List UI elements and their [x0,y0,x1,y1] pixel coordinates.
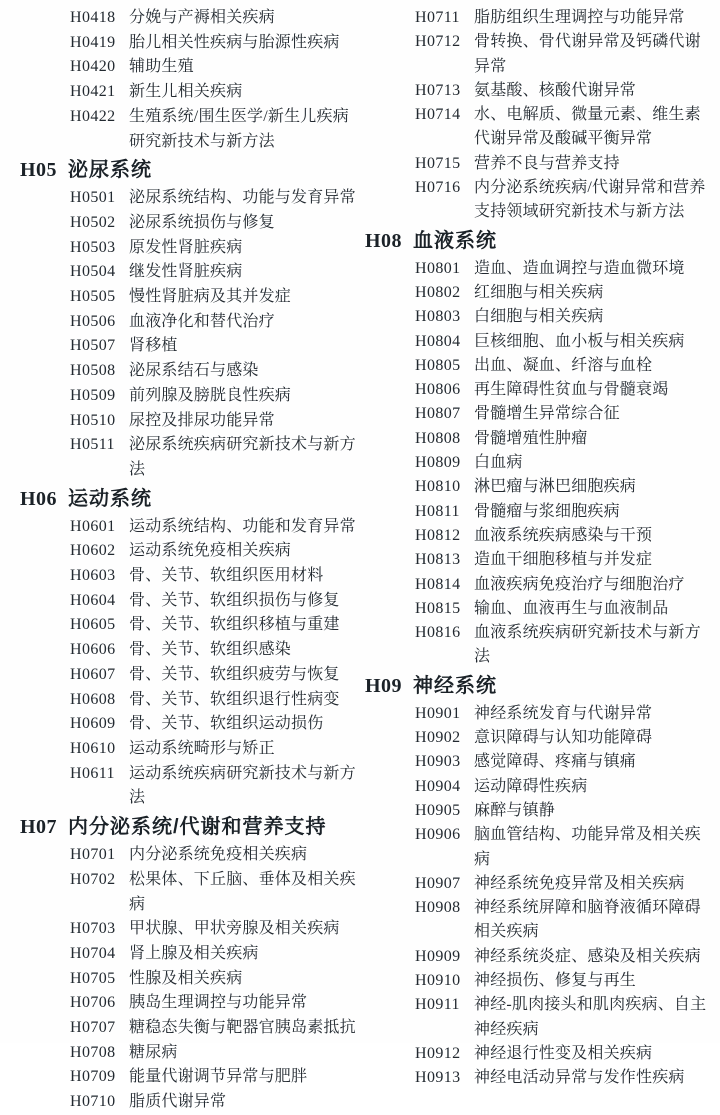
code-item-row [365,103,714,152]
code-item-row [365,872,714,896]
item-description: 骨、关节、软组织疲劳与恢复 [129,665,340,683]
item-code: H0803 [415,308,461,326]
item-code: H0603 [70,567,116,585]
code-item-row [20,1065,365,1090]
code-item-row [365,823,714,872]
section-header-h08 [365,228,714,254]
item-description: 神经损伤、修复与再生 [474,971,637,989]
item-description: 造血、造血调控与造血微环境 [474,259,685,277]
item-code: H0902 [415,729,461,747]
item-code: H0421 [70,83,116,101]
code-item-row [20,211,365,236]
item-description: 骨转换、骨代谢异常及钙磷代谢异常 [474,33,701,75]
code-item-row [20,737,365,762]
code-item-row [20,1090,365,1115]
code-item-row [365,281,714,305]
section-title: 泌尿系统 [68,159,152,182]
item-description: 白血病 [474,454,523,472]
code-item-row [365,799,714,823]
item-code: H0609 [70,715,116,733]
code-item-row [365,896,714,945]
item-description: 运动系统免疫相关疾病 [129,542,292,560]
code-item-row [20,285,365,310]
item-description: 分娩与产褥相关疾病 [129,9,275,26]
item-code: H0801 [415,259,461,277]
code-item-row [365,621,714,670]
item-description: 脂肪组织生理调控与功能异常 [474,9,685,26]
section-code: H09 [365,674,403,697]
item-code: H0807 [415,405,461,423]
code-item-row [20,359,365,384]
item-code: H0815 [415,599,461,617]
item-description: 红细胞与相关疾病 [474,283,604,301]
code-item-row [365,30,714,79]
code-item-row [20,1041,365,1066]
item-description: 甲状腺、甲状旁腺及相关疾病 [129,920,340,938]
code-item-row [20,843,365,868]
item-description: 输血、血液再生与血液制品 [474,599,669,617]
code-item-row [365,354,714,378]
item-code: H0503 [70,238,116,256]
code-item-row [20,564,365,589]
code-item-row [365,775,714,799]
item-code: H0809 [415,454,461,472]
item-description: 造血干细胞移植与并发症 [474,551,653,569]
section-code: H08 [365,229,403,252]
item-code: H0707 [70,1019,116,1037]
item-code: H0504 [70,263,116,281]
item-code: H0702 [70,870,116,888]
code-item-row [365,993,714,1042]
code-item-row [365,427,714,451]
item-description: 性腺及相关疾病 [129,969,243,987]
item-code: H0804 [415,332,461,350]
item-description: 骨髓瘤与浆细胞疾病 [474,502,620,520]
item-description: 再生障碍性贫血与骨髓衰竭 [474,381,669,399]
item-description: 运动系统疾病研究新技术与新方法 [129,764,356,807]
item-code: H0806 [415,381,461,399]
item-description: 脑血管结构、功能异常及相关疾病 [474,826,701,868]
section-title: 运动系统 [68,487,152,510]
item-code: H0701 [70,846,116,864]
item-description: 原发性肾脏疾病 [129,238,243,256]
code-item-row [365,305,714,329]
item-description: 能量代谢调节异常与肥胖 [129,1068,308,1086]
code-item-row [365,257,714,281]
code-item-row [20,967,365,992]
code-item-row [20,638,365,663]
code-item-row [365,597,714,621]
code-item-row [20,384,365,409]
code-item-row [20,942,365,967]
item-description: 肾移植 [129,337,178,355]
code-item-row [20,433,365,482]
code-item-row [365,750,714,774]
item-description: 血液净化和替代治疗 [129,312,275,330]
code-item-row [20,310,365,335]
item-code: H0605 [70,616,116,634]
code-item-row [20,55,365,80]
code-item-row [20,260,365,285]
code-item-row [20,991,365,1016]
item-description: 慢性肾脏病及其并发症 [129,288,292,306]
item-description: 前列腺及膀胱良性疾病 [129,386,292,404]
item-code: H0904 [415,777,461,795]
item-code: H0706 [70,994,116,1012]
code-item-row [20,31,365,56]
item-description: 感觉障碍、疼痛与镇痛 [474,753,637,771]
code-item-row [365,573,714,597]
code-item-row [20,539,365,564]
code-item-row [20,613,365,638]
item-code: H0509 [70,386,116,404]
item-description: 麻醉与镇静 [474,801,556,819]
item-description: 内分泌系统疾病/代谢异常和营养支持领域研究新技术与新方法 [474,179,706,221]
item-code: H0420 [70,58,116,76]
item-description: 糖稳态失衡与靶器官胰岛素抵抗 [129,1019,356,1037]
item-description: 泌尿系结石与感染 [129,362,259,380]
item-description: 神经系统炎症、感染及相关疾病 [474,947,701,965]
item-description: 神经退行性变及相关疾病 [474,1044,653,1062]
item-description: 脂质代谢异常 [129,1093,227,1111]
item-description: 尿控及排尿功能异常 [129,411,275,429]
code-item-row [365,524,714,548]
code-item-row [20,589,365,614]
code-item-row [20,80,365,105]
section-title: 血液系统 [413,229,497,252]
item-code: H0508 [70,362,116,380]
code-item-row [20,762,365,811]
item-description: 继发性肾脏疾病 [129,263,243,281]
item-code: H0802 [415,283,461,301]
code-item-row [365,330,714,354]
item-description: 神经系统屏障和脑脊液循环障碍相关疾病 [474,899,701,941]
item-code: H0814 [415,575,461,593]
code-item-row [365,475,714,499]
code-item-row [20,334,365,359]
item-code: H0816 [415,624,461,642]
item-description: 血液疾病免疫治疗与细胞治疗 [474,575,685,593]
item-code: H0703 [70,920,116,938]
code-item-row [20,409,365,434]
item-description: 血液系统疾病感染与干预 [474,526,653,544]
section-header-h07 [20,814,365,840]
item-description: 糖尿病 [129,1043,178,1061]
code-item-row [20,236,365,261]
item-code: H0812 [415,526,461,544]
item-code: H0905 [415,801,461,819]
item-code: H0418 [70,9,116,26]
item-code: H0610 [70,739,116,757]
item-description: 水、电解质、微量元素、维生素代谢异常及酸碱平衡异常 [474,106,701,148]
item-description: 运动系统畸形与矫正 [129,739,275,757]
item-code: H0608 [70,690,116,708]
item-code: H0908 [415,899,461,917]
item-code: H0611 [70,764,115,782]
item-code: H0422 [70,107,116,125]
code-item-row [365,6,714,30]
item-description: 胰岛生理调控与功能异常 [129,994,308,1012]
item-description: 白细胞与相关疾病 [474,308,604,326]
item-description: 营养不良与营养支持 [474,154,620,172]
code-item-row [365,702,714,726]
item-code: H0805 [415,356,461,374]
item-code: H0811 [415,502,460,520]
column-right [365,6,714,1087]
section-title: 内分泌系统/代谢和营养支持 [68,816,327,839]
section-code: H06 [20,487,58,510]
code-item-row [20,868,365,917]
code-item-row [20,186,365,211]
item-code: H0912 [415,1044,461,1062]
item-description: 骨髓增殖性肿瘤 [474,429,588,447]
item-description: 生殖系统/围生医学/新生儿疾病研究新技术与新方法 [129,107,349,150]
item-code: H0716 [415,179,461,197]
item-code: H0909 [415,947,461,965]
item-code: H0604 [70,591,116,609]
code-item-row [365,969,714,993]
item-code: H0911 [415,996,460,1014]
item-description: 巨核细胞、血小板与相关疾病 [474,332,685,350]
item-code: H0502 [70,213,116,231]
item-description: 泌尿系统损伤与修复 [129,213,275,231]
item-code: H0901 [415,704,461,722]
item-description: 骨髓增生异常综合征 [474,405,620,423]
item-description: 骨、关节、软组织感染 [129,641,292,659]
item-code: H0714 [415,106,461,124]
code-item-row [365,378,714,402]
item-code: H0910 [415,971,461,989]
item-description: 运动系统结构、功能和发育异常 [129,517,356,535]
item-code: H0713 [415,81,461,99]
item-code: H0607 [70,665,116,683]
item-code: H0419 [70,33,116,51]
item-description: 辅助生殖 [129,58,194,76]
item-code: H0601 [70,517,116,535]
section-header-h09 [365,673,714,699]
item-code: H0710 [70,1093,116,1111]
item-description: 骨、关节、软组织损伤与修复 [129,591,340,609]
item-description: 神经系统免疫异常及相关疾病 [474,874,685,892]
code-item-row [20,917,365,942]
item-description: 神经电活动异常与发作性疾病 [474,1069,685,1087]
item-description: 肾上腺及相关疾病 [129,944,259,962]
item-description: 松果体、下丘脑、垂体及相关疾病 [129,870,356,913]
item-description: 内分泌系统免疫相关疾病 [129,846,308,864]
item-description: 新生儿相关疾病 [129,83,243,101]
code-item-row [20,6,365,31]
item-description: 骨、关节、软组织退行性病变 [129,690,340,708]
item-description: 骨、关节、软组织运动损伤 [129,715,324,733]
item-code: H0907 [415,874,461,892]
item-description: 骨、关节、软组织医用材料 [129,567,324,585]
item-description: 血液系统疾病研究新技术与新方法 [474,624,701,666]
code-item-row [365,152,714,176]
item-code: H0808 [415,429,461,447]
section-code: H05 [20,159,58,182]
item-code: H0602 [70,542,116,560]
section-header-h05 [20,157,365,183]
item-code: H0903 [415,753,461,771]
item-code: H0913 [415,1069,461,1087]
item-code: H0705 [70,969,116,987]
section-title: 神经系统 [413,674,497,697]
item-code: H0505 [70,288,116,306]
item-description: 出血、凝血、纤溶与血栓 [474,356,653,374]
code-item-row [365,548,714,572]
code-item-row [20,515,365,540]
item-description: 淋巴瘤与淋巴细胞疾病 [474,478,637,496]
code-item-row [365,79,714,103]
item-code: H0606 [70,641,116,659]
code-item-row [365,451,714,475]
code-item-row [365,176,714,225]
item-code: H0708 [70,1043,116,1061]
item-code: H0704 [70,944,116,962]
section-header-h06 [20,486,365,512]
code-item-row [20,688,365,713]
code-item-row [365,402,714,426]
code-item-row [365,1042,714,1066]
item-description: 胎儿相关性疾病与胎源性疾病 [129,33,340,51]
code-item-row [20,105,365,154]
item-description: 泌尿系统疾病研究新技术与新方法 [129,436,356,478]
item-code: H0507 [70,337,116,355]
item-code: H0712 [415,33,461,51]
code-item-row [365,945,714,969]
item-description: 运动障碍性疾病 [474,777,588,795]
item-code: H0511 [70,436,115,454]
item-code: H0506 [70,312,116,330]
item-code: H0501 [70,189,116,207]
item-description: 神经系统发育与代谢异常 [474,704,653,722]
item-code: H0715 [415,154,461,172]
item-code: H0906 [415,826,461,844]
code-item-row [20,712,365,737]
item-code: H0711 [415,9,460,26]
item-description: 骨、关节、软组织移植与重建 [129,616,340,634]
item-code: H0813 [415,551,461,569]
item-code: H0709 [70,1068,116,1086]
item-code: H0810 [415,478,461,496]
item-code: H0510 [70,411,116,429]
code-item-row [365,1066,714,1090]
item-description: 泌尿系统结构、功能与发育异常 [129,189,356,207]
code-item-row [365,726,714,750]
item-description: 神经-肌肉接头和肌肉疾病、自主神经疾病 [474,996,707,1038]
item-description: 氨基酸、核酸代谢异常 [474,81,637,99]
code-item-row [365,500,714,524]
section-code: H07 [20,816,58,839]
code-item-row [20,1016,365,1041]
item-description: 意识障碍与认知功能障碍 [474,729,653,747]
column-left [20,6,365,1111]
code-item-row [20,663,365,688]
